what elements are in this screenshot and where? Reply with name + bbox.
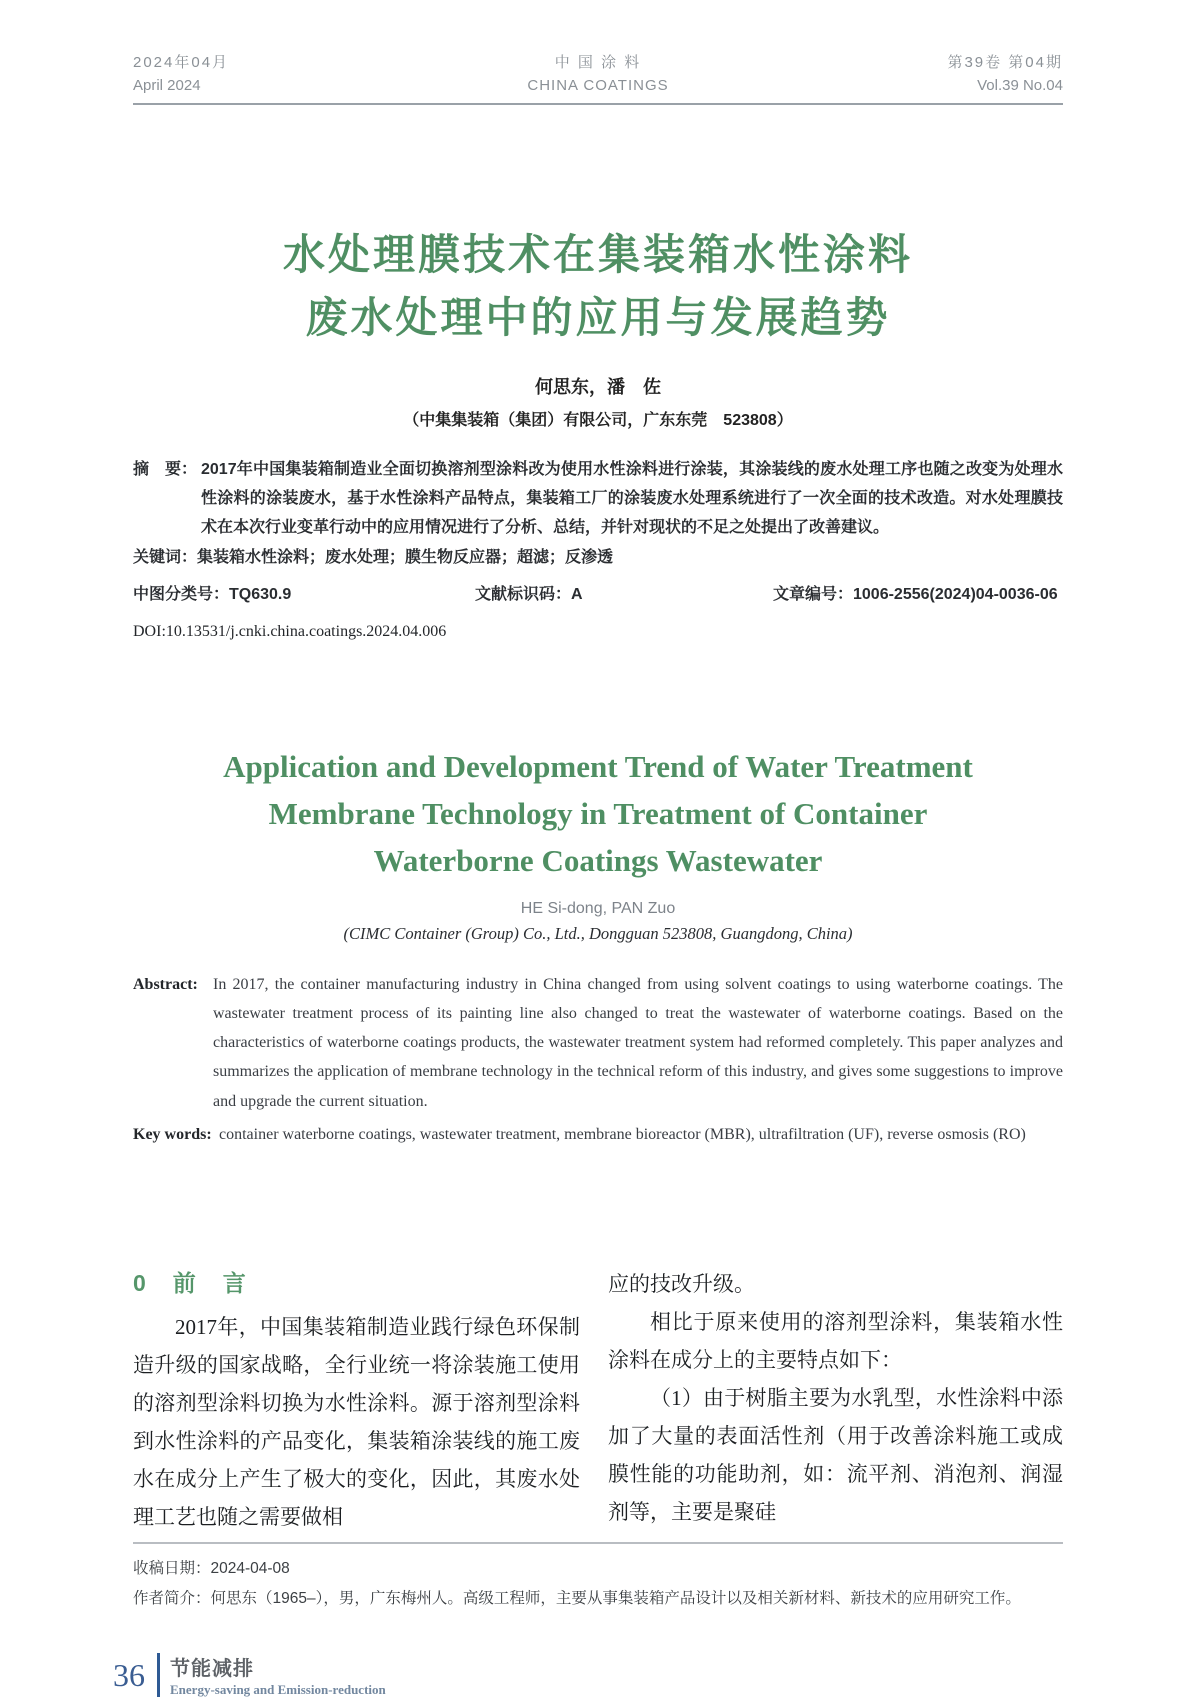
body-paragraph: 应的技改升级。	[608, 1271, 755, 1296]
keywords-zh-text: 集装箱水性涂料；废水处理；膜生物反应器；超滤；反渗透	[197, 549, 614, 567]
footnote-block	[133, 1542, 1063, 1614]
keywords-en-text: container waterborne coatings, wastewater treatment, membrane bioreactor (MBR), ultrafiltration (UF), reverse osmosis (RO)	[219, 1125, 1026, 1143]
affiliation-en: (CIMC Container (Group) Co., Ltd., Dongguan 523808, Guangdong, China)	[343, 924, 853, 944]
body-paragraph: 2017年，中国集装箱制造业践行绿色环保制造升级的国家战略，全行业统一将涂装施工使用的溶剂型涂料切换为水性涂料。源于溶剂型涂料到水性涂料的产品变化，集装箱涂装线的施工废水在成分上产生了极大的变化，因此，其废水处理工艺也随之需要做相	[133, 1314, 580, 1529]
title-en-line1: Application and Development Trend of Water Treatment	[223, 748, 973, 784]
title-zh-line1: 水处理膜技术在集装箱水性涂料	[282, 231, 913, 278]
header-date-en: April 2024	[133, 76, 201, 94]
footer-divider-bar	[157, 1653, 160, 1697]
footer-column-en: Energy-saving and Emission-reduction	[170, 1682, 386, 1698]
header-issue	[893, 52, 1063, 97]
keywords-zh	[133, 544, 1063, 573]
keywords-zh-label: 关键词：	[133, 549, 198, 567]
abstract-zh-text: 2017年中国集装箱制造业全面切换溶剂型涂料改为使用水性涂料进行涂装，其涂装线的废水处理工序也随之改变为处理水性涂料的涂装废水，基于水性涂料产品特点，集装箱工厂的涂装废水处理系统进行了一次全面的技术改造。对水处理膜技术在本次行业变革行动中的应用情况进行了分析、总结，并针对现状的不足之处提出了改善建议。	[201, 461, 1063, 536]
doi: DOI:10.13531/j.cnki.china.coatings.2024.04.006	[133, 622, 447, 640]
abstract-en	[133, 970, 1063, 1116]
article-id: 文章编号：1006-2556(2024)04-0036-06	[773, 586, 1058, 604]
clc-number: 中图分类号：TQ630.9	[133, 586, 292, 604]
abstract-en-label: Abstract:	[133, 976, 198, 994]
issue-zh: 第39卷 第04期	[947, 54, 1063, 71]
keywords-en-label: Key words:	[133, 1125, 212, 1143]
abstract-zh	[133, 456, 1063, 542]
english-meta-block	[133, 970, 1063, 1149]
received-date: 收稿日期：2024-04-08	[133, 1559, 290, 1577]
body-column-right	[608, 1265, 1063, 1536]
authors-zh: 何思东，潘 佐	[535, 377, 661, 397]
journal-name-zh: 中 国 涂 料	[554, 54, 642, 71]
journal-name-en: CHINA COATINGS	[527, 76, 669, 94]
page-footer	[113, 1652, 1063, 1698]
footer-column-title	[170, 1652, 386, 1698]
article-title-en	[133, 743, 1063, 884]
chinese-meta-block	[133, 456, 1063, 647]
article-body	[133, 1265, 1063, 1536]
title-en-line3: Waterborne Coatings Wastewater	[373, 843, 823, 878]
page-number: 36	[113, 1657, 145, 1694]
title-zh-line2: 废水处理中的应用与发展趋势	[305, 294, 891, 341]
authors-en: HE Si-dong, PAN Zuo	[520, 900, 676, 918]
header-date-zh: 2024年04月	[133, 54, 230, 71]
footer-column-zh: 节能减排	[170, 1658, 254, 1681]
keywords-en	[133, 1120, 1063, 1149]
body-paragraph: （1）由于树脂主要为水乳型，水性涂料中添加了大量的表面活性剂（用于改善涂料施工或成膜性能的功能助剂，如：流平剂、消泡剂、润湿剂等，主要是聚硅	[608, 1385, 1063, 1524]
body-column-left	[133, 1265, 580, 1536]
classification-row	[133, 581, 1063, 610]
document-code: 文献标识码：A	[475, 586, 583, 604]
abstract-en-text: In 2017, the container manufacturing industry in China changed from using solvent coatings to using waterborne coatings. The wastewater treatment process of its painting line also changed to treat the wastewater of waterborne coatings. Based on the characteristics of waterborne coatings products, the wastewater treatment system had reformed completely. This paper analyzes and summarizes the application of membrane technology in the technical reform of this industry, and gives some suggestions to improve and upgrade the current situation.	[213, 976, 1063, 1110]
issue-en: Vol.39 No.04	[977, 76, 1063, 94]
journal-header	[133, 52, 1063, 105]
title-en-line2: Membrane Technology in Treatment of Container	[268, 795, 928, 831]
body-paragraph: 相比于原来使用的溶剂型涂料，集装箱水性涂料在成分上的主要特点如下：	[608, 1309, 1063, 1372]
section-heading-0: 0 前 言	[133, 1269, 248, 1296]
article-title-zh	[133, 223, 1063, 349]
affiliation-zh: （中集集装箱（集团）有限公司，广东东莞 523808）	[403, 412, 793, 429]
header-date	[133, 52, 303, 97]
author-bio: 作者简介：何思东（1965–），男，广东梅州人。高级工程师，主要从事集装箱产品设计以及相关新材料、新技术的应用研究工作。	[133, 1589, 1021, 1607]
abstract-zh-label: 摘 要：	[133, 461, 198, 478]
header-journal-name	[513, 52, 683, 97]
